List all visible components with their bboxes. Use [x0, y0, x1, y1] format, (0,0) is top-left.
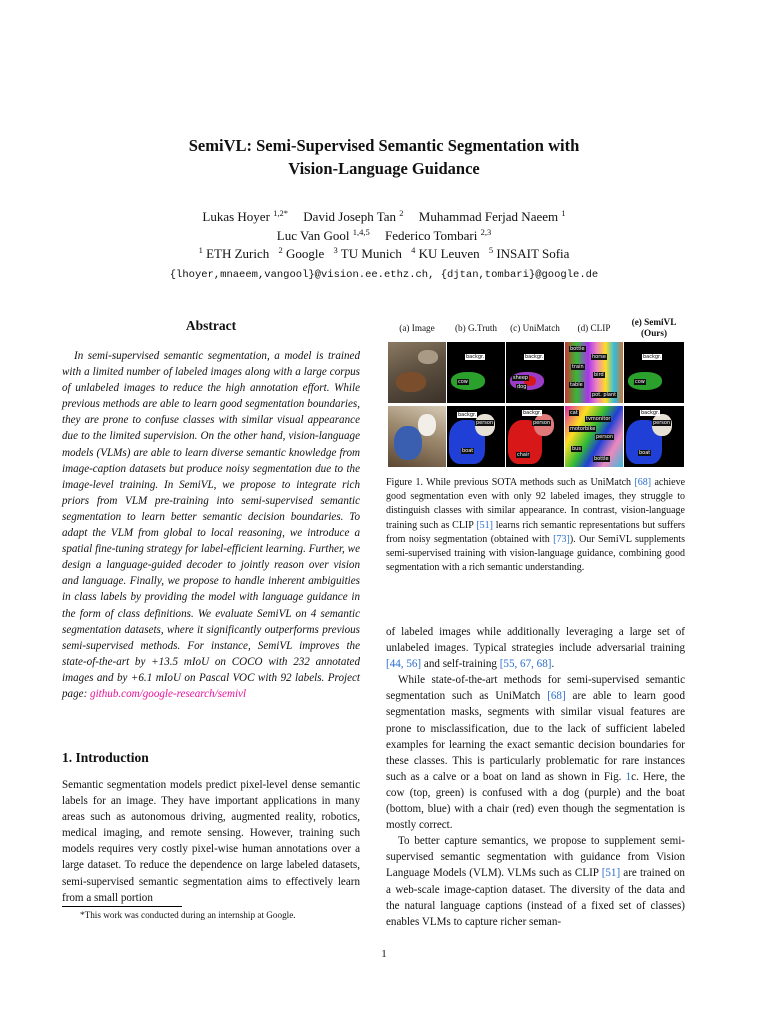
figure-semivl-cow: backgr. cow: [624, 342, 684, 403]
author: Luc Van Gool $^{1,4,5}$: [276, 227, 370, 243]
page-number: 1: [381, 948, 387, 960]
figure-unimatch-boat: backgr. person chair: [506, 406, 564, 467]
paragraph: While state-of-the-art methods for semi-supervised semantic segmentation such as UniMatch [68] are able to learn good segmentation masks, segments with similar visual features are prone to misclassification, due to the lack of sufficient labeled examples for learning the exact semantic decision boundaries for these classes. This is particularly problematic for rare instances such as a calve or a boat on land as shown in Fig. 1c. Here, the cow (top, green) is confused with a dog (purple) and the boat (bottom, blue) with a chair (red) even though the segmentation is mostly correct.: [386, 674, 686, 832]
author: Federico Tombari $^{2,3}$: [384, 227, 492, 243]
paragraph: of labeled images while additionally leveraging a large set of unlabeled images. Typical strategies include adversarial training [44, 56] and self-training [55, 67, 68].: [386, 626, 685, 671]
authors-row2: [0, 227, 768, 245]
figure-unimatch-cow: backgr. sheep dog: [506, 342, 564, 403]
figure-image-cow: [388, 342, 446, 403]
abstract-heading: Abstract: [185, 318, 237, 333]
project-page-link[interactable]: github.com/google-research/semivl: [90, 687, 247, 700]
introduction-paragraph: Semantic segmentation models predict pixel-level dense semantic labels for an image. They have important applications in many areas such as autonomous driving, augmented reality, robotics, medical imaging, and remote sensing. However, training such models requires very costly pixel-wise human annotations over a large dataset. To reduce the dependence on large labeled datasets, semi-supervised semantic segmentation aims to effectively learn from a small portion: [62, 779, 360, 904]
figure-image-boat: [388, 406, 446, 467]
figure-col-label-unimatch: (c) UniMatch: [510, 323, 560, 333]
figure-1-caption: Figure 1. While previous SOTA methods such as UniMatch [68] achieve good segmentation even with only 92 labeled images, they struggle to distinguish classes with similar appearance. In contrast, vision-language training such as CLIP [51] learns rich semantic representations but suffers from noisy segmentation (obtained with [73]). Our SemiVL supplements semi-supervised training with vision-language guidance, combining good segmentation with a rich semantic understanding.: [386, 477, 686, 574]
footnote-rule: [62, 906, 182, 907]
author: David Joseph Tan $^2$: [303, 208, 404, 224]
paragraph: To better capture semantics, we propose to supplement semi-supervised semantic segmentation with guidance from Vision Language Models (VLM). VLMs such as CLIP [51] are trained on a web-scale image-caption dataset. The diversity of the data and the natural language captions (instead of a fixed set of classes) enables VLMs to capture richer seman-: [386, 835, 685, 928]
figure-clip-cow: bottle horse train bird table pot. plant: [565, 342, 623, 403]
affiliations: $^1$ ETH Zurich $^2$ Google $^3$ TU Munich $^4$ KU Leuven $^5$ INSAIT Sofia: [198, 245, 570, 261]
figure-col-label-image: (a) Image: [399, 323, 435, 333]
author: Muhammad Ferjad Naeem $^1$: [418, 208, 566, 224]
figure-col-label-clip: (d) CLIP: [577, 323, 611, 333]
right-column-body: [386, 624, 685, 930]
figure-gtruth-cow: backgr. cow: [447, 342, 505, 403]
figure-gtruth-boat: backgr. person boat: [447, 406, 505, 467]
paper-title-line1: SemiVL: Semi-Supervised Semantic Segmentation with: [188, 136, 580, 155]
footnote: *This work was conducted during an internship at Google.: [80, 910, 296, 920]
figure-col-label-semivl: (e) SemiVL (Ours): [631, 317, 677, 338]
paper-title-line2: Vision-Language Guidance: [288, 159, 480, 178]
authors-row1: [0, 208, 768, 226]
abstract-body: In semi-supervised semantic segmentation, a model is trained with a limited number of labeled images along with a large corpus of unlabeled images to reduce the high annotation effort. While previous methods are able to learn good segmentation boundaries, they are prone to confuse classes with similar visual appearance due to the limited supervision. On the other hand, vision-language models (VLMs) are able to learn diverse semantic knowledge from image-caption datasets but produce noisy segmentation due to the image-level training. In SemiVL, we propose to integrate rich priors from VLM pre-training into semi-supervised semantic segmentation to learn better semantic decision boundaries. To adapt the VLM from global to local reasoning, we introduce a spatial fine-tuning strategy for label-efficient learning. Further, we design a language-guided decoder to jointly reason over vision and language. Finally, we propose to handle inherent ambiguities in class labels by providing the model with language guidance in the form of class definitions. We evaluate SemiVL on 4 semantic segmentation datasets, where it significantly outperforms previous semi-supervised methods. For instance, SemiVL improves the state-of-the-art by +13.5 mIoU on COCO with 232 annotated images and by +6.1 mIoU on Pascal VOC with 92 labels. Project page: github.com/google-research/semivl: [62, 350, 360, 700]
figure-1-grid: [388, 342, 684, 468]
introduction-heading: 1. Introduction: [62, 750, 149, 765]
figure-clip-boat: cat tvmonitor motorbike person bus bottle: [565, 406, 623, 467]
author-emails: {lhoyer,mnaeem,vangool}@vision.ee.ethz.ch, {djtan,tombari}@google.de: [169, 269, 599, 281]
author: Lukas Hoyer $^{1,2*}$: [202, 208, 289, 224]
figure-semivl-boat: backgr. person boat: [624, 406, 684, 467]
figure-col-label-gtruth: (b) G.Truth: [454, 323, 498, 333]
